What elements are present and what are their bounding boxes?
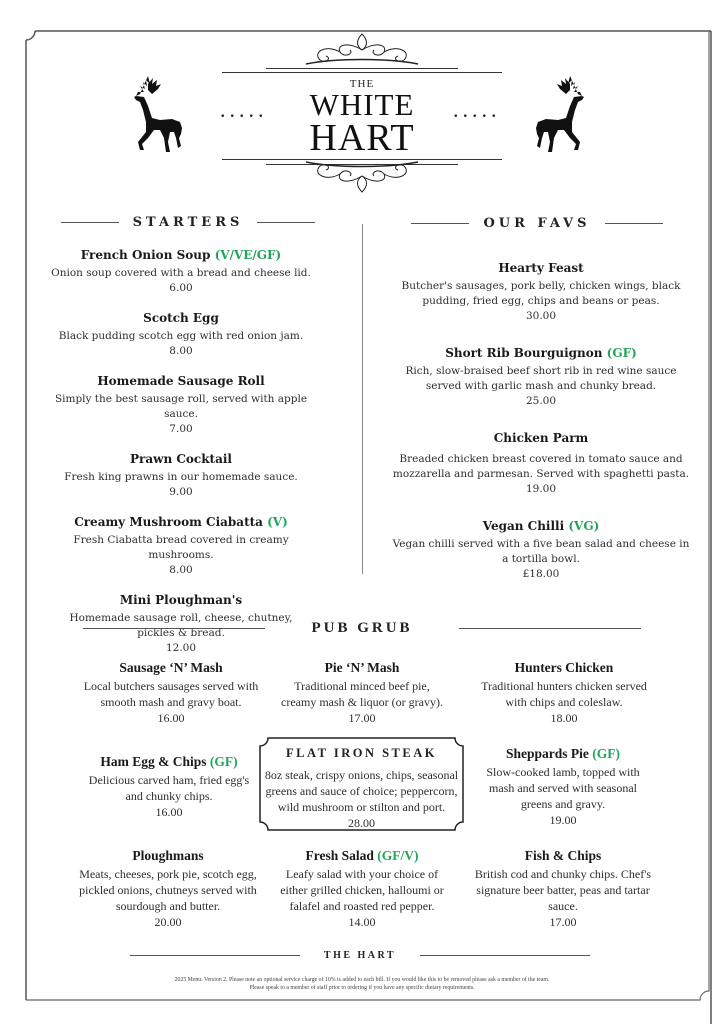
heading-rule (411, 223, 469, 224)
item-price: 12.00 (165, 642, 197, 654)
item-description: Fresh Ciabatta bread covered in creamy mushrooms. (73, 534, 289, 561)
starters-heading (60, 215, 316, 230)
item-price: 6.00 (169, 282, 193, 294)
item-description: Leafy salad with your choice of either grilled chicken, halloumi or falafel and roasted red pepper. (280, 867, 444, 913)
favs-heading (410, 216, 664, 231)
item-description: Traditional hunters chicken served with chips and coleslaw. (481, 679, 647, 709)
flat-iron-steak-feature (259, 737, 464, 831)
item-description: Local butchers sausages served with smooth mash and gravy boat. (83, 679, 259, 709)
item-description: 8oz steak, crispy onions, chips, seasonal greens and sauce of choice; peppercorn, wild mushroom or stilton and port. (264, 768, 459, 814)
item-description: Fresh king prawns in our homemade sauce. (64, 471, 298, 483)
menu-item (388, 260, 694, 323)
menu-item (388, 345, 694, 408)
section-title: STARTERS (132, 215, 244, 230)
item-price: 17.00 (348, 711, 376, 725)
item-price: 8.00 (169, 345, 193, 357)
item-price: 20.00 (154, 915, 182, 929)
item-name: Vegan Chilli (VG) (482, 519, 600, 533)
item-description: Butcher's sausages, pork belly, chicken wings, black pudding, fried egg, chips and beans or peas. (401, 280, 681, 307)
logo-rule (266, 68, 458, 69)
item-description: Black pudding scotch egg with red onion jam. (58, 330, 304, 342)
stag-icon (528, 72, 592, 154)
item-description: Vegan chilli served with a five bean salad and cheese in a tortilla bowl. (392, 538, 690, 565)
menu-item (84, 754, 254, 820)
logo-hart: HART (309, 117, 415, 159)
item-name: French Onion Soup (V/VE/GF) (80, 248, 282, 262)
dietary-tag: (GF/V) (377, 848, 419, 863)
pub-grub-heading (80, 620, 644, 637)
item-price: 28.00 (348, 816, 375, 830)
menu-item (44, 373, 318, 436)
item-name: Hunters Chicken (514, 660, 614, 675)
menu-header (0, 0, 724, 200)
item-price: £18.00 (522, 568, 560, 580)
menu-item (388, 518, 694, 581)
item-name: Scotch Egg (143, 311, 219, 325)
heading-rule (257, 222, 315, 223)
item-description: Simply the best sausage roll, served with apple sauce. (54, 393, 308, 420)
footer-note-line: Please speak to a member of staff prior to ordering if you have any specific dietary requirements. (249, 985, 475, 991)
item-price: 8.00 (169, 564, 193, 576)
menu-item (44, 514, 318, 577)
item-price: 25.00 (525, 395, 557, 407)
item-name: Pie ‘N’ Mash (324, 660, 400, 675)
item-name: Short Rib Bourguignon (GF) (445, 346, 637, 360)
menu-item (470, 848, 656, 930)
item-name: Fresh Salad (GF/V) (305, 848, 419, 863)
item-price: 19.00 (525, 483, 557, 495)
feature-title: FLAT IRON STEAK (286, 746, 437, 760)
item-price: 9.00 (169, 486, 193, 498)
heading-rule (130, 955, 300, 956)
menu-item (270, 848, 454, 930)
footer-note (100, 976, 624, 992)
item-description: Traditional minced beef pie, creamy mash & liquor (or gravy). (281, 679, 443, 709)
dietary-tag: (GF) (606, 346, 637, 360)
item-name: Fish & Chips (524, 848, 602, 863)
footer-heading (130, 950, 590, 961)
item-name: Ploughmans (132, 848, 204, 863)
menu-item (76, 660, 266, 726)
dietary-tag: (V/VE/GF) (214, 248, 282, 262)
item-name: Mini Ploughman's (119, 593, 243, 607)
menu-item (388, 430, 694, 496)
menu-item (472, 660, 656, 726)
item-description: Meats, cheeses, pork pie, scotch egg, pickled onions, chutneys served with sourdough and butter. (79, 867, 257, 913)
heading-rule (83, 628, 265, 629)
footer-note-line: 2025 Menu. Version 2. Please note an optional service charge of 10% is added to each bill. If you would like this to be removed please ask a member of the team. (174, 977, 550, 983)
heading-rule (61, 222, 119, 223)
item-name: Homemade Sausage Roll (97, 374, 265, 388)
dietary-tag: (GF) (209, 754, 238, 769)
item-price: 7.00 (169, 423, 193, 435)
item-price: 30.00 (525, 310, 557, 322)
logo-the: THE (349, 78, 375, 90)
dietary-tag: (VG) (568, 519, 600, 533)
heading-rule (420, 955, 590, 956)
favs-list (388, 260, 694, 596)
decorative-dots-left: ..... (220, 97, 268, 122)
item-price: 14.00 (348, 915, 376, 929)
item-name: Prawn Cocktail (130, 452, 232, 466)
item-name: Chicken Parm (493, 431, 589, 445)
starters-list (44, 247, 318, 670)
item-name: Hearty Feast (498, 261, 584, 275)
item-description: Onion soup covered with a bread and cheese lid. (51, 267, 311, 279)
menu-item (478, 746, 648, 828)
menu-item (74, 848, 262, 930)
item-name: Sausage ‘N’ Mash (119, 660, 223, 675)
item-price: 16.00 (155, 805, 183, 819)
flourish-top-ornament (296, 30, 428, 66)
item-description: British cod and chunky chips. Chef's signature beer batter, peas and tartar sauce. (474, 867, 652, 913)
section-title: PUB GRUB (311, 620, 413, 636)
decorative-dots-right: ..... (453, 97, 501, 122)
feature-content (259, 746, 464, 831)
item-description: Slow-cooked lamb, topped with mash and served with seasonal greens and gravy. (486, 765, 640, 811)
item-price: 17.00 (549, 915, 577, 929)
logo-rule (222, 72, 502, 73)
menu-item (44, 247, 318, 295)
item-price: 18.00 (550, 711, 578, 725)
menu-item (44, 310, 318, 358)
column-divider (362, 224, 363, 574)
item-name: Ham Egg & Chips (GF) (100, 754, 238, 769)
item-description: Delicious carved ham, fried egg's and chunky chips. (88, 773, 250, 803)
heading-rule (605, 223, 663, 224)
item-name: Creamy Mushroom Ciabatta (V) (74, 515, 288, 529)
item-price: 19.00 (549, 813, 577, 827)
menu-item (44, 451, 318, 499)
menu-item (266, 660, 458, 726)
item-description: Breaded chicken breast covered in tomato sauce and mozzarella and parmesan. Served with spaghetti pasta. (392, 453, 690, 480)
heading-rule (459, 628, 641, 629)
item-description: Homemade sausage roll, cheese, chutney, pickles & bread. (69, 612, 293, 639)
item-description: Rich, slow-braised beef short rib in red wine sauce served with garlic mash and chunky bread. (405, 365, 677, 392)
dietary-tag: (V) (267, 515, 288, 529)
item-name: Sheppards Pie (GF) (505, 746, 621, 761)
section-title: OUR FAVS (483, 216, 591, 231)
flourish-bottom-ornament (296, 160, 428, 196)
footer-title: THE HART (323, 950, 397, 961)
logo-white: WHITE (309, 87, 415, 122)
item-price: 16.00 (157, 711, 185, 725)
dietary-tag: (GF) (592, 746, 621, 761)
